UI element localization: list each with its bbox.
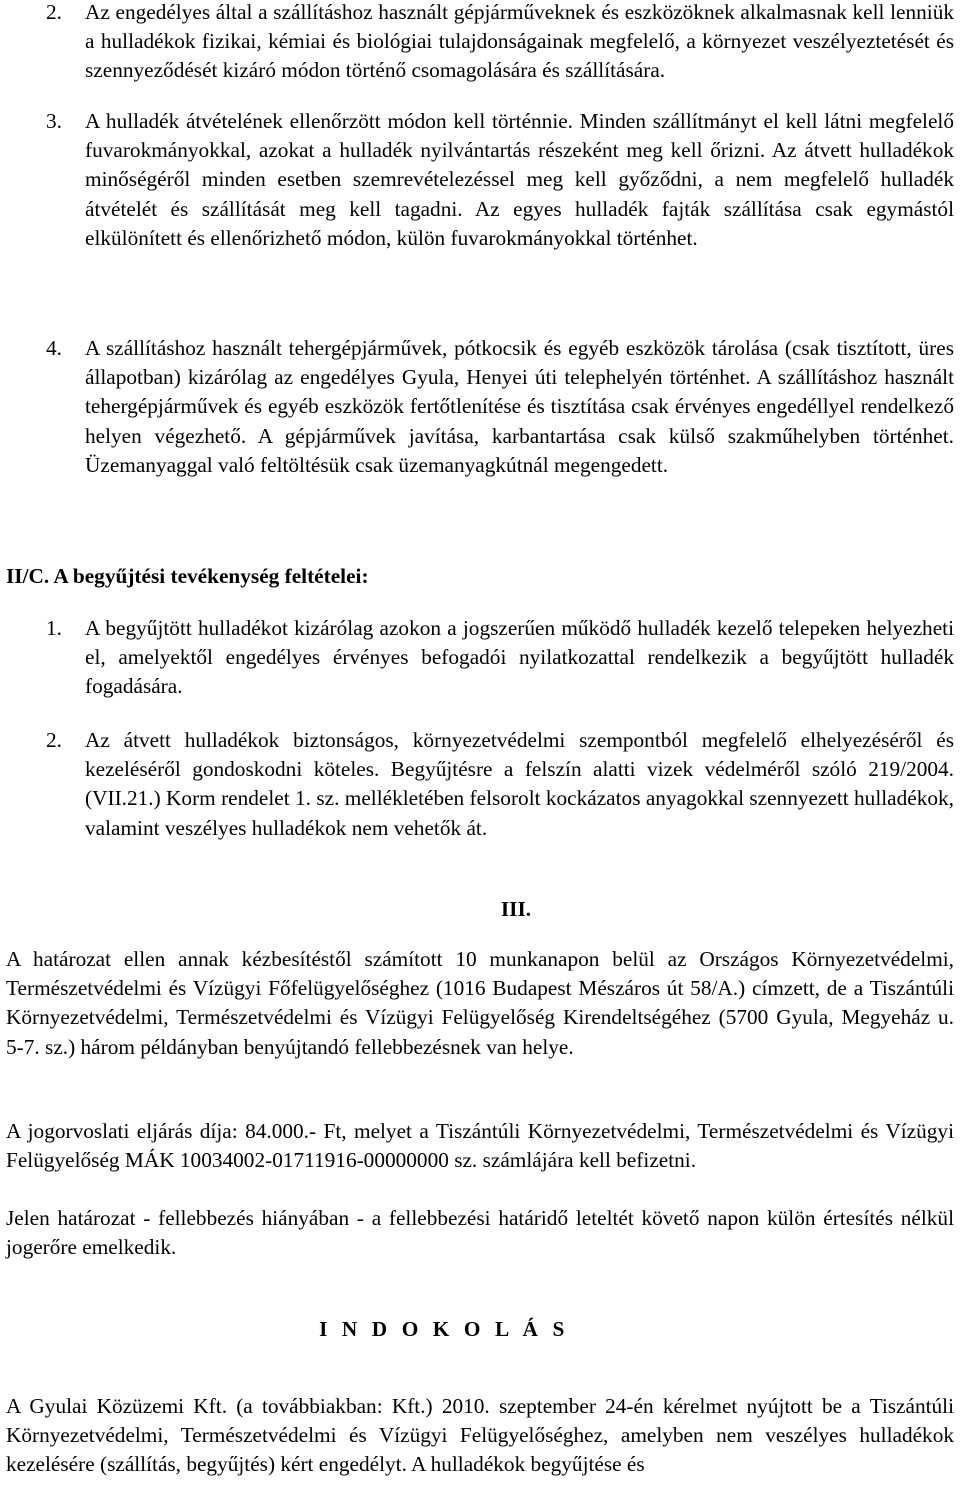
section-c-heading: II/C. A begyűjtési tevékenység feltételei: (6, 564, 369, 588)
item-number: 4. (46, 336, 62, 360)
section-b-item-3 (6, 107, 954, 253)
item-text: Az átvett hulladékok biztonságos, környezetvédelmi szempontból megfelelő elhelyezéséről és kezeléséről gondoskodni köteles. Begyűjtésre a felszín alatti vizek védelméről szóló 219/2004.(VII.21.) Korm rendelet 1. sz. mellékletében felsorolt kockázatos anyagokkal szennyezett hulladékok, valamint veszélyes hulladékok nem vehetők át. (85, 728, 954, 840)
indokolas-heading: I N D O K O L Á S (319, 1317, 569, 1341)
finality-paragraph: Jelen határozat - fellebbezés hiányában - a fellebbezési határidő leteltét követő napon külön értesítés nélkül jogerőre emelkedik. (6, 1206, 954, 1260)
item-text: A begyűjtött hulladékot kizárólag azokon a jogszerűen működő hulladék kezelő telepeken helyezheti el, amelyektől engedélyes érvényes befogadói nyilatkozattal rendelkezik a begyűjtött hulladék fogadására. (85, 616, 954, 699)
item-number: 2. (46, 728, 62, 752)
item-text: A szállításhoz használt tehergépjárművek, pótkocsik és egyéb eszközök tárolása (csak tisztított, üres állapotban) kizárólag az engedélyes Gyula, Henyei úti telephelyén történhet. A szállításhoz használt tehergépjárművek és egyéb eszközök fertőtlenítése és tisztítása csak érvényes engedéllyel rendelkező helyen végezhető. A gépjárművek javítása, karbantartása csak külső szakműhelyben történhet. Üzemanyaggal való feltöltésük csak üzemanyagkútnál megengedett. (85, 336, 954, 477)
item-number: 2. (46, 0, 62, 24)
section-c-item-2 (6, 726, 954, 843)
section-c-item-1 (6, 614, 954, 702)
indokolas-paragraph: A Gyulai Közüzemi Kft. (a továbbiakban: Kft.) 2010. szeptember 24-én kérelmet nyújtott be a Tiszántúli Környezetvédelmi, Természetvédelmi és Vízügyi Felügyelőséghez, amelyben nem veszélyes hulladékok kezelésére (szállítás, begyűjtés) kért engedélyt. A hulladékok begyűjtése és (6, 1394, 954, 1477)
item-text: Az engedélyes által a szállításhoz használt gépjárműveknek és eszközöknek alkalmasnak kell lenniük a hulladékok fizikai, kémiai és biológiai tulajdonságainak megfelelő, a környezet veszélyeztetését és szennyeződését kizáró módon történő csomagolására és szállítására. (85, 0, 954, 83)
appeal-paragraph: A határozat ellen annak kézbesítéstől számított 10 munkanapon belül az Országos Környezetvédelmi, Természetvédelmi és Vízügyi Főfelügyelőséghez (1016 Budapest Mészáros út 58/A.) címzett, de a Tiszántúli Környezetvédelmi, Természetvédelmi és Vízügyi Felügyelőség Kirendeltségéhez (5700 Gyula, Megyeház u. 5-7. sz.) három példányban benyújtandó fellebbezésnek van helye. (6, 947, 954, 1059)
fee-paragraph: A jogorvoslati eljárás díja: 84.000.- Ft, melyet a Tiszántúli Környezetvédelmi, Természetvédelmi és Vízügyi Felügyelőség MÁK 10034002-01711916-00000000 sz. számlájára kell befizetni. (6, 1119, 954, 1173)
item-text: A hulladék átvételének ellenőrzött módon kell történnie. Minden szállítmányt el kell látni megfelelő fuvarokmányokkal, azokat a hulladék nyilvántartás részeként meg kell őrizni. Az átvett hulladékok minőségéről minden esetben szemrevételezéssel meg kell győződni, a nem megfelelő hulladék átvételét és szállítását meg kell tagadni. Az egyes hulladék fajták szállítása csak egymástól elkülönített és ellenőrizhető módon, külön fuvarokmányokkal történhet. (85, 109, 954, 250)
section-b-item-2 (6, 0, 954, 86)
section-iii-heading: III. (500, 897, 532, 921)
item-number: 3. (46, 109, 62, 133)
item-number: 1. (46, 616, 62, 640)
section-b-item-4 (6, 334, 954, 480)
